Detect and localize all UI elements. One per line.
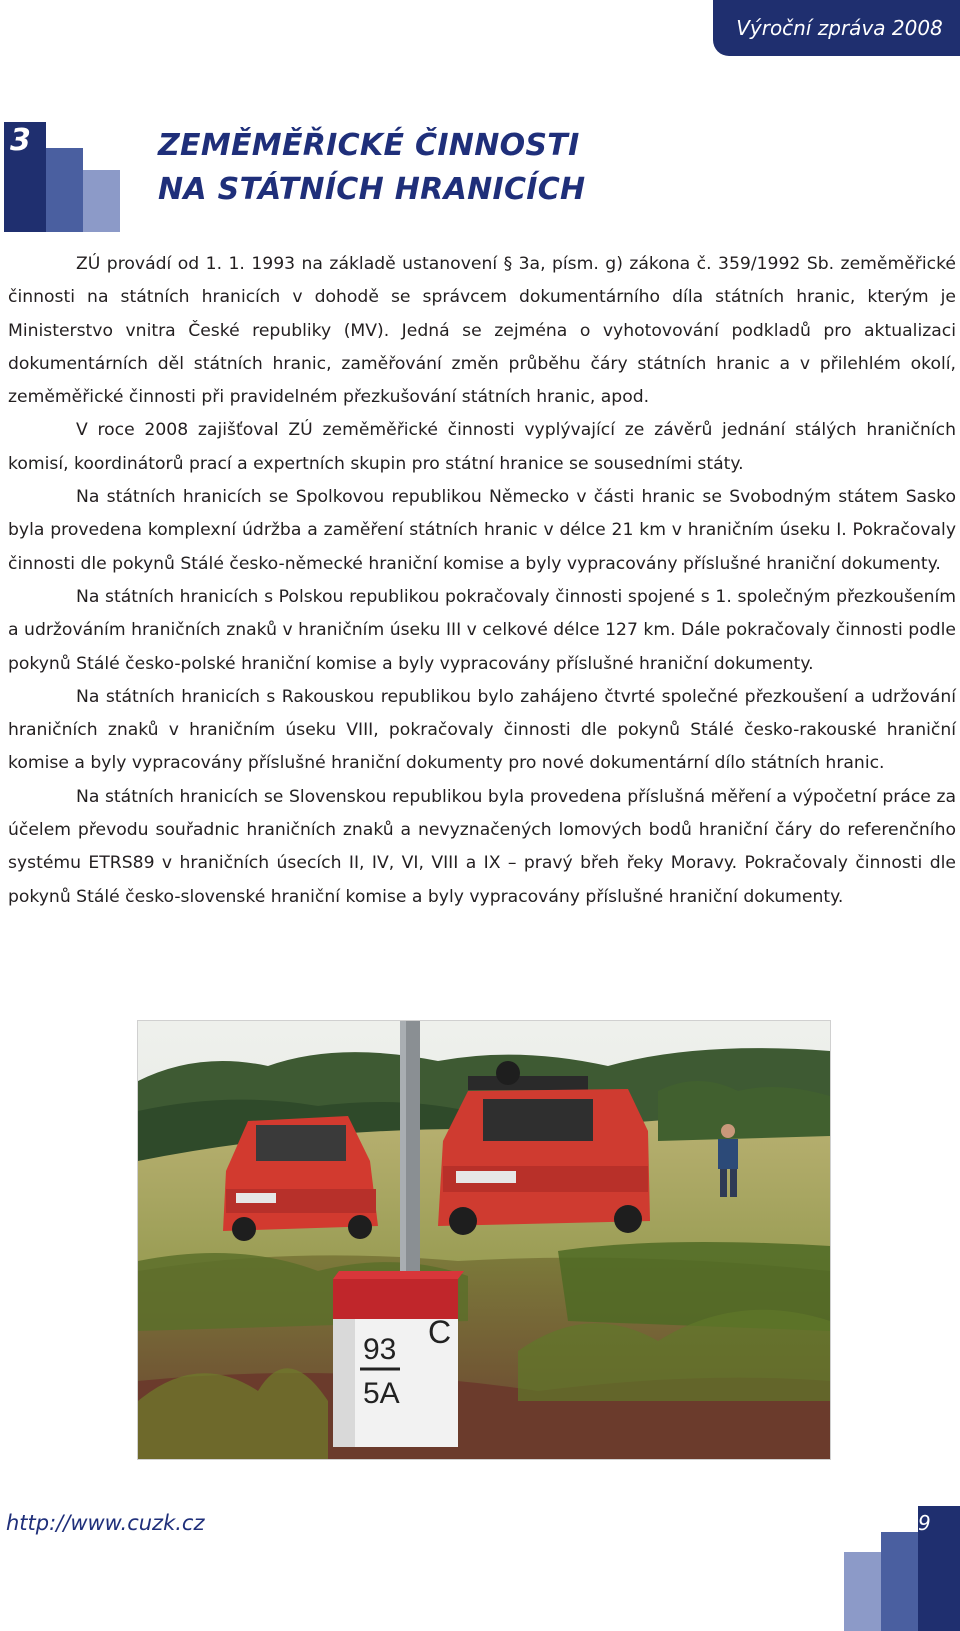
report-title: Výroční zpráva 2008	[736, 16, 943, 40]
marker-letter: C	[428, 1314, 452, 1350]
marker-sub: 5A	[363, 1377, 400, 1410]
car-left	[223, 1116, 378, 1241]
chapter-number: 3	[10, 123, 31, 158]
footer-bar-light	[844, 1552, 881, 1631]
paragraph-3: Na státních hranicích se Spolkovou republikou Německo v části hranic se Svobodným státem Sasko byla provedena komplexní údržba a zaměření státních hranic v délce 21 km v hraničním úseku I. Pokračovaly činnosti dle pokynů Stálé česko-německé hraniční komise a byly vypracovány příslušné hraniční dokumenty.	[8, 487, 956, 574]
chapter-bar-light	[83, 170, 120, 232]
chapter-title	[158, 124, 585, 212]
paragraph-1: ZÚ provádí od 1. 1. 1993 na základě ustanovení § 3a, písm. g) zákona č. 359/1992 Sb. zeměměřické činnosti na státních hranicích v dohodě se správcem dokumentárního díla státních hranic, kterým je Ministerstvo vnitra České republiky (MV). Jedná se zejména o vyhotovování podkladů pro aktualizaci dokumentárních děl státních hranic, zaměřování změn průběhu čáry státních hranic a v přilehlém okolí, zeměměřické činnosti při pravidelném přezkušování státních hranic, apod.	[8, 254, 956, 408]
chapter-title-line1: ZEMĚMĚŘICKÉ ČINNOSTI	[158, 128, 580, 163]
body-text	[8, 248, 956, 914]
chapter-title-line2: NA STÁTNÍCH HRANICÍCH	[158, 172, 586, 207]
footer-url-link[interactable]: http://www.cuzk.cz	[6, 1511, 205, 1535]
report-title-tab	[713, 0, 960, 56]
paragraph-4: Na státních hranicích s Polskou republikou pokračovaly činnosti spojené s 1. společným přezkoušením a udržováním hraničních znaků v hraničním úseku III v celkové délce 127 km. Dále pokračovaly činnosti podle pokynů Stálé česko-polské hraniční komise a byly vypracovány příslušné hraniční dokumenty.	[8, 586, 956, 674]
border-marker-photo	[137, 1020, 831, 1460]
page-number: 9	[918, 1511, 931, 1535]
paragraph-6: Na státních hranicích se Slovenskou republikou byla provedena příslušná měření a výpočetní práce za účelem převodu souřadnic hraničních znaků a nevyznačených lomových bodů hraniční čáry do referenčního systému ETRS89 v hraničních úsecích II, IV, VI, VIII a IX – pravý břeh řeky Moravy. Pokračovaly činnosti dle pokynů Stálé česko-slovenské hraniční komise a byly vypracovány příslušné hraniční dokumenty.	[8, 786, 956, 907]
marker-number: 93	[363, 1333, 397, 1366]
chapter-bar-mid	[46, 148, 83, 232]
border-stone	[333, 1271, 464, 1447]
footer-bar-mid	[881, 1532, 918, 1631]
paragraph-5: Na státních hranicích s Rakouskou republikou bylo zahájeno čtvrté společné přezkoušení a udržování hraničních znaků v hraničním úseku VIII, pokračovaly činnosti dle pokynů Stálé česko-rakouské hraniční komise a byly vypracovány příslušné hraniční dokumenty pro nové dokumentární dílo státních hranic.	[8, 686, 956, 774]
photo-illustration	[138, 1021, 830, 1459]
paragraph-2: V roce 2008 zajišťoval ZÚ zeměměřické činnosti vyplývající ze závěrů jednání stálých hraničních komisí, koordinátorů prací a expertních skupin pro státní hranice se sousedními státy.	[8, 420, 956, 474]
